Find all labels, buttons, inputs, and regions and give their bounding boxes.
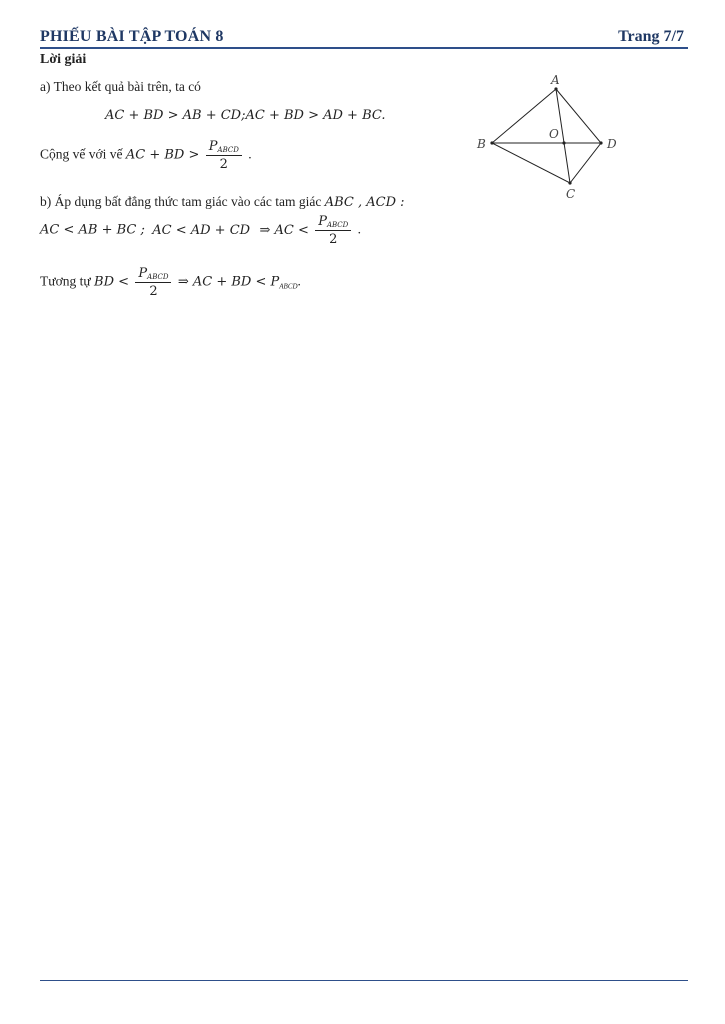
part-a-inequality: AC + BD > AB + CD;AC + BD > AD + BC. [105, 108, 386, 123]
worksheet-title: PHIẾU BÀI TẬP TOÁN 8 [40, 28, 224, 45]
frac-numerator: P [138, 266, 148, 281]
header-rule [40, 47, 688, 49]
similar-implies: ⇒ AC + BD < P [177, 274, 280, 290]
frac-denominator: 2 [149, 284, 158, 299]
part-b-inequalities [40, 215, 361, 246]
frac-denominator: 2 [329, 232, 338, 247]
frac-subscript: ABCD [147, 273, 169, 281]
vertex-b [490, 141, 493, 144]
perimeter-fraction-b [315, 215, 351, 246]
solution-heading: Lời giải [40, 52, 87, 67]
label-c: C [566, 187, 576, 201]
similar-prefix: Tương tự [40, 273, 91, 289]
frac-subscript: ABCD [326, 221, 349, 229]
similar-lhs: BD < [94, 274, 130, 290]
part-b-intro [40, 194, 405, 210]
label-o: O [549, 127, 559, 141]
label-b: B [477, 137, 486, 151]
vertex-c [568, 181, 571, 184]
sum-end: . [248, 146, 252, 162]
part-b-intro-text: b) Áp dụng bất đẳng thức tam giác vào các tam giác [40, 194, 322, 209]
part-b-intro-math: ABC , ACD : [324, 195, 405, 210]
implies-ac: ⇒ AC < [259, 222, 309, 238]
similar-end: . [297, 273, 301, 289]
label-a: A [551, 73, 560, 87]
sum-prefix: Cộng vế với vế [40, 146, 123, 162]
page-number: Trang 7/7 [618, 28, 684, 45]
label-d: D [607, 137, 617, 151]
part-a-intro: a) Theo kết quả bài trên, ta có [40, 79, 201, 94]
similar-subscript: ABCD [279, 282, 298, 291]
vertex-d [599, 141, 602, 144]
footer-rule [40, 980, 688, 981]
sum-lhs: AC + BD > [125, 147, 200, 163]
part-b-end: . [357, 221, 362, 237]
part-b-similar [40, 267, 301, 298]
perimeter-fraction-bd [135, 267, 171, 298]
ineq-ab-bc: AC < AB + BC ; [40, 222, 145, 238]
page-header [40, 28, 688, 48]
part-a-sum-line [40, 140, 252, 171]
frac-numerator: P [208, 139, 218, 154]
frac-subscript: ABCD [217, 146, 239, 154]
point-o [562, 141, 565, 144]
frac-denominator: 2 [219, 157, 228, 172]
vertex-a [554, 87, 557, 90]
ineq-ad-cd: AC < AD + CD [152, 222, 251, 238]
frac-numerator: P [318, 214, 327, 229]
quadrilateral-figure [470, 70, 630, 205]
perimeter-fraction [206, 140, 242, 171]
quadrilateral-abcd [492, 89, 601, 183]
